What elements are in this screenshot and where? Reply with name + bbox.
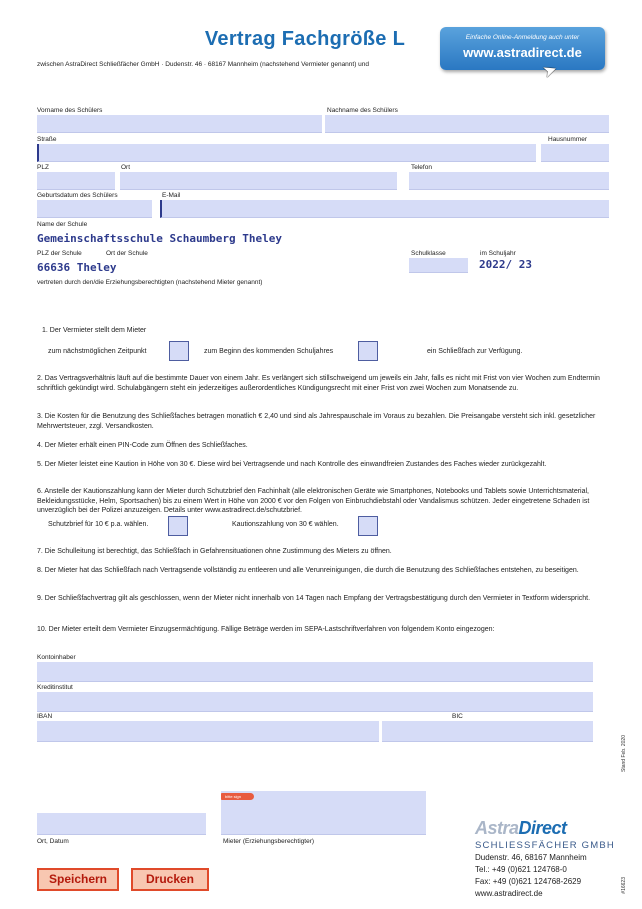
term-5: 5. Der Mieter leistet eine Kaution in Höhe von 30 €. Diese wird bei Vertragsende und nach Kontrolle des einwandfreien Zustandes des Faches wieder zurückgezahlt. [37,461,547,468]
label-bic: BIC [452,713,463,720]
hausnummer-field[interactable] [541,144,609,162]
geburtsdatum-field[interactable] [37,200,152,218]
label-geburtsdatum: Geburtsdatum des Schülers [37,192,118,199]
term-2: 2. Das Vertragsverhältnis läuft auf die bestimmte Dauer von einem Jahr. Es verlängert sich stillschweigend um jeweils ein Jahr, falls es nicht mit Frist von vier Wochen zum Endtermin schriftlich gekündigt wird. Schulabgängern steht ein jederzeitiges außerordentliches Kündigungsrecht mit einer Frist von zwei Wochen zum Monatsende zu. [37,375,600,392]
term-1-end: ein Schließfach zur Verfügung. [427,348,523,355]
term-6: 6. Anstelle der Kautionszahlung kann der Mieter durch Schutzbrief den Fachinhalt (alle elektronischen Geräte wie Smartphones, Notebooks und Tablets sowie Unterrichtsmaterial, Bekleidungsstücke, Helm, Sportsachen) bis zu einem Wert in Höhe von 2000 € vor den Folgen von Einbruchdiebstahl oder Vandalismus schützen. Jeder eingetretene Schaden ist unverzüglich bei der Polizei anzuzeigen. Details unter www.astradirect.de/schutzbrief. [37,488,590,514]
astradirect-logo [475,818,567,839]
label-telefon: Telefon [411,164,432,171]
option-next-possible-checkbox[interactable] [169,341,189,361]
term-3: 3. Die Kosten für die Benutzung des Schließfaches betragen monatlich € 2,40 und sind als Jahrespauschale im Voraus zu bezahlen. Die Preisangabe versteht sich inkl. gesetzlicher Mehrwertsteuer, zzgl. Versandkosten. [37,413,596,430]
label-iban: IBAN [37,713,53,720]
company-web: www.astradirect.de [475,889,543,898]
form-code: #16623 [621,877,627,894]
label-schuljahr: im Schuljahr [480,250,516,257]
label-strasse: Straße [37,136,57,143]
schulklasse-field[interactable] [409,258,468,273]
logo-part-direct: Direct [518,818,567,838]
company-tel: Tel.: +49 (0)621 124768-0 [475,865,567,874]
term-8: 8. Der Mieter hat das Schließfach nach Vertragsende vollständig zu entleeren und alle Verunreinigungen, die durch die Benutzung des Schließfaches entstehen, zu beseitigen. [37,567,579,574]
label-hausnummer: Hausnummer [548,136,588,143]
kreditinstitut-field[interactable] [37,692,593,712]
label-vorname: Vorname des Schülers [37,107,103,114]
plz-field[interactable] [37,172,115,190]
contract-title: Vertrag Fachgröße L [204,28,406,50]
print-button[interactable]: Drucken [131,868,209,891]
option-kaution-checkbox[interactable] [358,516,378,536]
label-schulklasse: Schulklasse [411,250,446,257]
term-9: 9. Der Schließfachvertrag gilt als geschlossen, wenn der Mieter nicht innerhalb von 14 Tagen nach Empfang der Vertragsbestätigung durch den Vermieter in Textform widerspricht. [37,595,591,602]
label-email: E-Mail [162,192,181,199]
term-6-option-a-label: Schutzbrief für 10 € p.a. wählen. [48,521,149,528]
schule-value[interactable]: Gemeinschaftsschule Schaumberg Theley [37,232,283,245]
logo-part-astra: Astra [475,818,519,838]
strasse-field[interactable] [37,144,536,162]
label-kreditinstitut: Kreditinstitut [37,684,73,691]
save-button[interactable]: Speichern [37,868,119,891]
label-plz-schule: PLZ der Schule [37,250,82,257]
email-field[interactable] [160,200,609,218]
term-4: 4. Der Mieter erhält einen PIN-Code zum Öffnen des Schließfaches. [37,442,248,449]
label-kontoinhaber: Kontoinhaber [37,654,76,661]
label-ort-datum: Ort, Datum [37,838,69,845]
online-signup-badge[interactable] [440,27,605,70]
term-1-option-a-label: zum nächstmöglichen Zeitpunkt [48,348,147,355]
badge-url-link[interactable]: www.astradirect.de [463,45,582,60]
term-6-option-b-label: Kautionszahlung von 30 € wählen. [232,521,339,528]
kontoinhaber-field[interactable] [37,662,593,682]
vertreten-text: vertreten durch den/die Erziehungsberechtigten (nachstehend Mieter genannt) [37,279,263,286]
term-1-intro: 1. Der Vermieter stellt dem Mieter [42,327,147,334]
schuljahr-value[interactable]: 2022/ 23 [479,258,532,271]
term-7: 7. Die Schulleitung ist berechtigt, das Schließfach in Gefahrensituationen ohne Zustimmung des Mieters zu öffnen. [37,548,392,555]
company-fax: Fax: +49 (0)621 124768-2629 [475,877,582,886]
term-10: 10. Der Mieter erteilt dem Vermieter Einzugsermächtigung. Fällige Beträge werden im SEPA-Lastschriftverfahren von folgendem Konto eingezogen: [37,626,495,633]
label-schule: Name der Schule [37,221,88,228]
company-name: SCHLIESSFÄCHER GMBH [475,840,615,851]
label-ort-schule: Ort der Schule [106,250,148,257]
label-nachname: Nachname des Schülers [327,107,398,114]
ort-field[interactable] [120,172,397,190]
iban-field[interactable] [37,721,379,742]
stand-note: Stand Feb. 2020 [621,735,627,772]
badge-caption: Einfache Online-Anmeldung auch unter [465,34,580,41]
mouse-cursor-icon: ➤ [540,59,560,82]
label-mieter: Mieter (Erziehungsberechtigter) [223,838,315,845]
option-next-schoolyear-checkbox[interactable] [358,341,378,361]
contract-parties-line: zwischen AstraDirect Schließfächer GmbH · Dudenstr. 46 · 68167 Mannheim (nachstehend Vermieter genannt) und [37,61,370,68]
signature-tag: bitte sign [221,793,254,800]
telefon-field[interactable] [409,172,609,190]
option-schutzbrief-checkbox[interactable] [168,516,188,536]
company-address: Dudenstr. 46, 68167 Mannheim [475,853,587,862]
label-ort: Ort [121,164,131,171]
ort-datum-field[interactable] [37,813,206,835]
nachname-field[interactable] [325,115,609,133]
vorname-field[interactable] [37,115,322,133]
term-1-option-b-label: zum Beginn des kommenden Schuljahres [204,348,334,355]
bic-field[interactable] [382,721,593,742]
label-plz: PLZ [37,164,49,171]
plz-ort-schule-value[interactable]: 66636 Theley [37,261,117,274]
